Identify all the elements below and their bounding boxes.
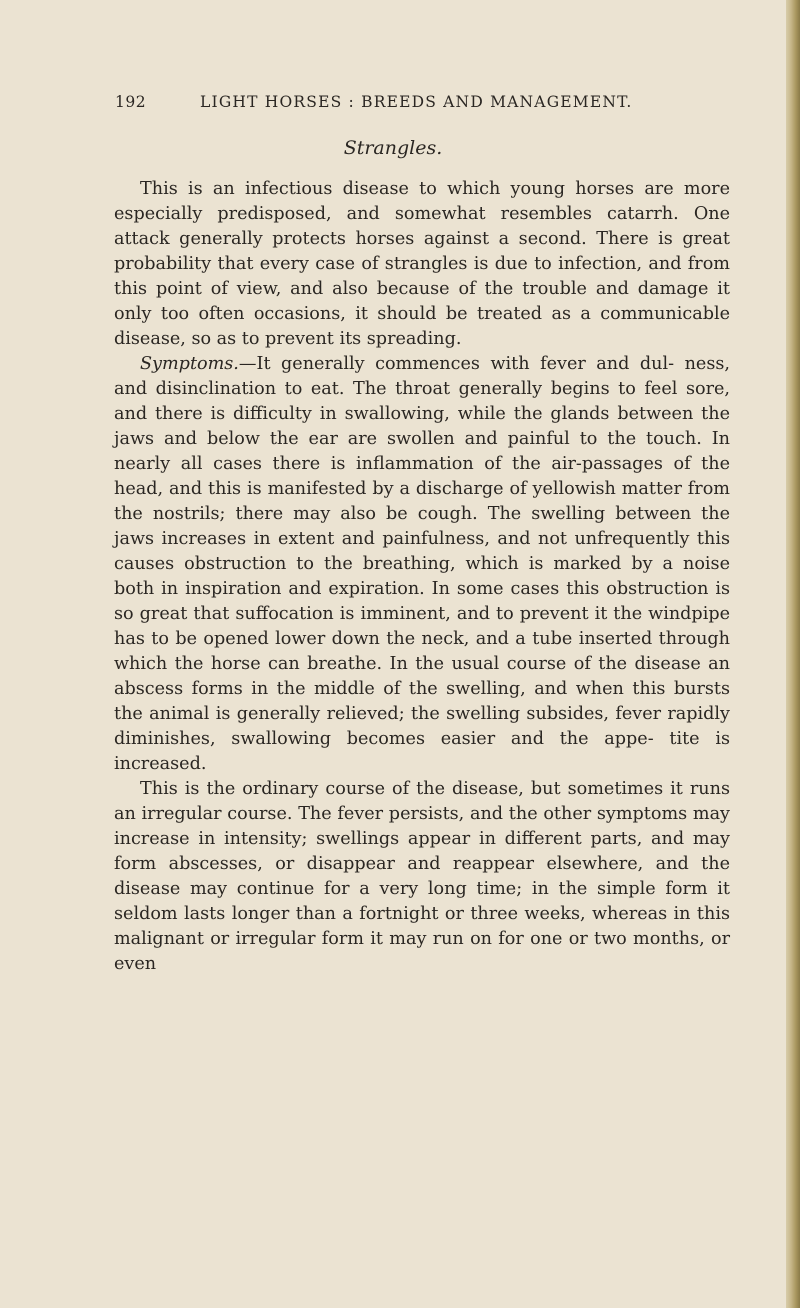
- page-edge: [786, 0, 800, 1308]
- page-header: [115, 93, 695, 119]
- paragraph-lead: Symptoms.: [140, 354, 239, 374]
- paragraph-symptoms: [114, 352, 730, 777]
- page-number: 192: [115, 93, 147, 111]
- running-head: LIGHT HORSES : BREEDS AND MANAGEMENT.: [200, 93, 633, 111]
- body-text: [114, 177, 730, 977]
- section-title: Strangles.: [343, 137, 443, 159]
- paragraph-course: [114, 777, 730, 977]
- paragraph-text: This is an infectious disease to which young horses are more especially predisposed, and somewhat resembles catarrh. One attack generally protects horses against a second. There is great probability that every case of strangles is due to infection, and from this point of view, and also because of the trouble and damage it only too often occasions, it should be treated as a communicable disease, so as to prevent its spreading.: [114, 179, 730, 349]
- paragraph-text: —It generally commences with fever and dul- ness, and disinclination to eat. The throat generally begins to feel sore, and there is difficulty in swallowing, while the glands between the jaws and below the ear are swollen and painful to the touch. In nearly all cases there is inflammation of the air-passages of the head, and this is manifested by a discharge of yellowish matter from the nostrils; there may also be cough. The swelling between the jaws increases in extent and painfulness, and not unfrequently this causes obstruction to the breathing, which is marked by a noise both in inspiration and expiration. In some cases this obstruction is so great that suffocation is imminent, and to prevent it the windpipe has to be opened lower down the neck, and a tube inserted through which the horse can breathe. In the usual course of the disease an abscess forms in the middle of the swelling, and when this bursts the animal is generally relieved; the swelling subsides, fever rapidly diminishes, swallowing becomes easier and the appe- tite is increased.: [114, 354, 730, 774]
- paragraph-text: This is the ordinary course of the disease, but sometimes it runs an irregular course. The fever persists, and the other symptoms may increase in intensity; swellings appear in different parts, and may form abscesses, or disappear and reappear elsewhere, and the disease may continue for a very long time; in the simple form it seldom lasts longer than a fortnight or three weeks, whereas in this malignant or irregular form it may run on for one or two months, or even: [114, 779, 730, 974]
- paragraph-intro: [114, 177, 730, 352]
